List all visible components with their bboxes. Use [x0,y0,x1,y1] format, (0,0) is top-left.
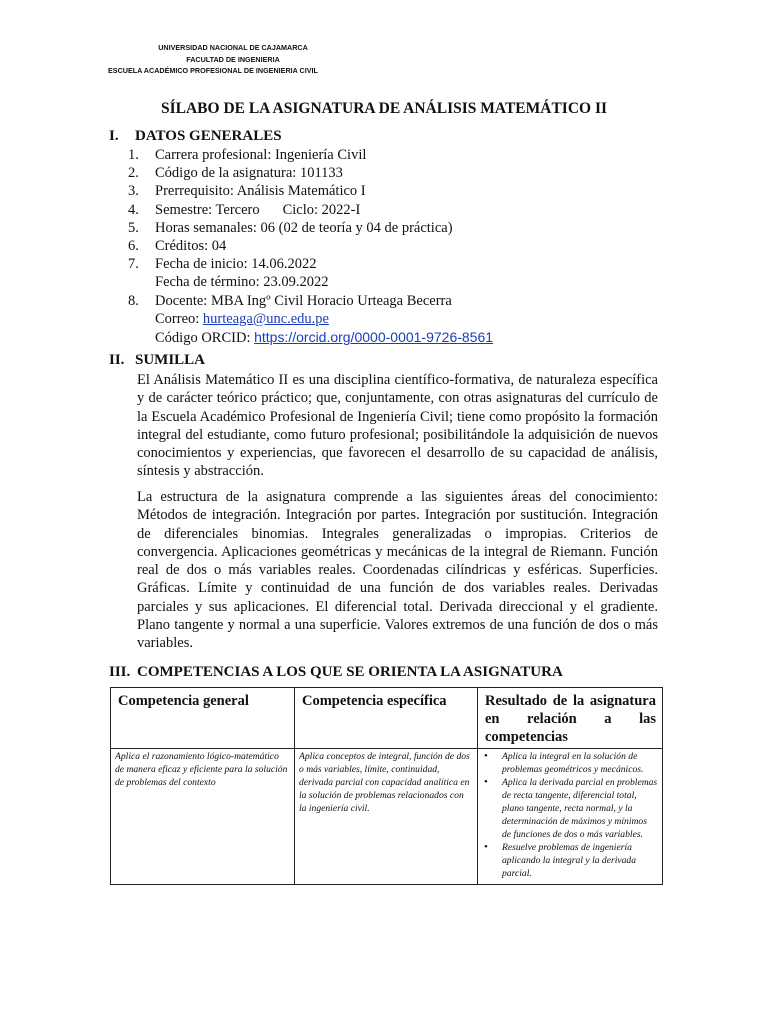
orcid-link[interactable]: https://orcid.org/0000-0001-9726-8561 [254,329,494,346]
column-header: Competencia general [111,688,295,749]
resultados-cell [478,749,663,885]
section-heading-competencias [109,664,563,681]
table-header-row [111,688,663,749]
section-title: COMPETENCIAS A LOS QUE SE ORIENTA LA ASIGNATURA [137,664,563,680]
list-item: 3. Prerrequisito: Análisis Matemático I [128,183,366,200]
list-item: 8. Docente: MBA Ingº Civil Horacio Urteaga Becerra [128,292,452,309]
school-name: ESCUELA ACADÉMICO PROFESIONAL DE INGENIERIA CIVIL [108,66,318,75]
document-title: SÍLABO DE LA ASIGNATURA DE ANÁLISIS MATEMÁTICO II [160,100,608,117]
list-item: • Aplica la derivada parcial en problemas de recta tangente, diferencial total, plano tangente, recta normal, y la determinación de máximos y mínimos de funciones de dos o más variables. [502,776,658,841]
datos-generales-list [128,146,493,347]
competencia-general-cell: Aplica el razonamiento lógico-matemático de manera eficaz y eficiente para la solución de problemas del contexto [111,749,295,885]
sumilla-paragraph-2: La estructura de la asignatura comprende a las siguientes áreas del conocimiento: Métodos de integración. Integración por partes. Integración por sustitución. Integración de diferenciales binomias. Integrales generalizadas o impropias. Criterios de convergencia. Aplicaciones geométricas y mecánicas de la integral de Riemann. Función real de dos o más variables reales. Coordenadas cilíndricas y esféricas. Superficies. Gráficas. Límite y continuidad de una función de dos variables reales. Derivadas parciales y sus aplicaciones. El diferencial total. Derivada direccional y el gradiente. Plano tangente y normal a una superficie. Valores extremos de una función de dos o más variables. [137,489,658,652]
university-name: UNIVERSIDAD NACIONAL DE CAJAMARCA [158,43,308,52]
list-item: 2. Código de la asignatura: 101133 [128,165,343,182]
email-row: Correo: hurteaga@unc.edu.pe [155,310,329,327]
section-number: II. [109,352,125,368]
list-item: 1. Carrera profesional: Ingeniería Civil [128,147,367,163]
list-item-continued: Fecha de término: 23.09.2022 [155,274,329,291]
ciclo-value: Ciclo: 2022-I [282,201,361,218]
list-item: 6. Créditos: 04 [128,238,227,255]
section-title: DATOS GENERALES [135,128,282,144]
list-item: 5. Horas semanales: 06 (02 de teoría y 04 de práctica) [128,219,453,236]
section-title: SUMILLA [135,352,206,368]
orcid-row: Código ORCID: https://orcid.org/0000-0001-9726-8561 [155,329,494,347]
column-header: Resultado de la asignatura en relación a las competencias [478,688,663,749]
table-row [111,749,663,885]
faculty-name: FACULTAD DE INGENIERIA [186,54,280,64]
resultados-list [482,750,658,880]
section-number: I. [109,128,119,144]
email-link[interactable]: hurteaga@unc.edu.pe [202,310,329,327]
column-header: Competencia específica [295,688,478,749]
sumilla-paragraph-1: El Análisis Matemático II es una disciplina científico-formativa, de naturaleza específica y de carácter teórico práctico; que, conjuntamente, con otras asignaturas del currículo de la Escuela Académico Profesional de Ingeniería Civil; tiene como propósito la formación integral del estudiante, como futuro profesional; posibilitándole la adquisición de nuevos conocimientos y experiencias, que favorecen el desarrollo de su capacidad de análisis, síntesis y abstracción. [137,372,658,480]
section-heading-sumilla [109,352,205,369]
competencias-table [110,687,663,885]
section-number: III. [109,664,131,680]
institution-header [108,42,358,77]
list-item: 4. Semestre: Tercero Ciclo: 2022-I [128,201,361,218]
list-item: 7. Fecha de inicio: 14.06.2022 [128,256,317,273]
competencia-especifica-cell: Aplica conceptos de integral, función de dos o más variables, límite, continuidad, derivada parcial con capacidad analítica en la solución de problemas relacionados con la ingeniería civil. [295,749,478,885]
list-item: • Aplica la integral en la solución de problemas geométricos y mecánicos. [502,750,658,776]
list-item: • Resuelve problemas de ingeniería aplicando la integral y la derivada parcial. [502,841,658,880]
section-heading-datos [109,128,282,145]
